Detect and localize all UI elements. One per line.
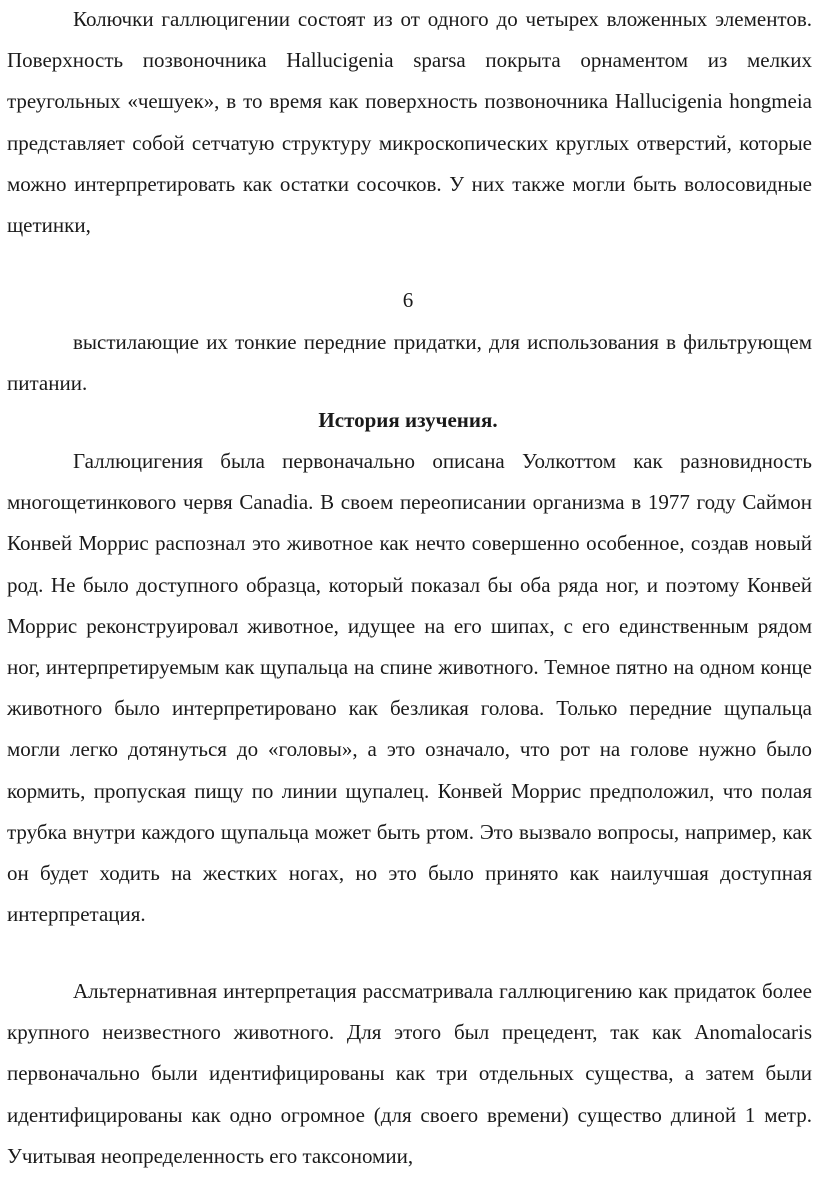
paragraph-history: Галлюцигения была первоначально описана Уолкоттом как разновидность многощетинкового червя Canadia. В своем переописании организма в 1977 году Саймон Конвей Моррис распознал это животное как нечто совершенно особенное, создав новый род. Не было доступного образца, который показал бы оба ряда ног, и поэтому Конвей Моррис реконструировал животное, идущее на его шипах, с его единственным рядом ног, интерпретируемым как щупальца на спине животного. Темное пятно на одном конце животного было интерпретировано как безликая голова. Только передние щупальца могли легко дотянуться до «головы», а это означало, что рот на голове нужно было кормить, пропуская пищу по линии щупалец. Конвей Моррис предположил, что полая трубка внутри каждого щупальца может быть ртом. Это вызвало вопросы, например, как он будет ходить на жестких ногах, но это было принято как наилучшая доступная интерпретация. <box>7 449 812 927</box>
page-number: 6 <box>402 288 414 312</box>
section-heading: История изучения. <box>318 408 498 432</box>
paragraph-spines: Колючки галлюцигении состоят из от одного до четырех вложенных элементов. Поверхность позвоночника Hallucigenia sparsa покрыта орнаментом из мелких треугольных «чешуек», в то время как поверхность позвоночника Hallucigenia hongmeia представляет собой сетчатую структуру микроскопических круглых отверстий, которые можно интерпретировать как остатки сосочков. У них также могли быть волосовидные щетинки, <box>7 7 812 238</box>
paragraph-appendages: выстилающие их тонкие передние придатки, для использования в фильтрующем питании. <box>7 330 812 396</box>
paragraph-alternative: Альтернативная интерпретация рассматривала галлюцигению как придаток более крупного неизвестного животного. Для этого был прецедент, так как Anomalocaris первоначально были идентифицированы как три отдельных существа, а затем были идентифицированы как одно огромное (для своего времени) существо длиной 1 метр. Учитывая неопределенность его таксономии, <box>7 979 812 1168</box>
